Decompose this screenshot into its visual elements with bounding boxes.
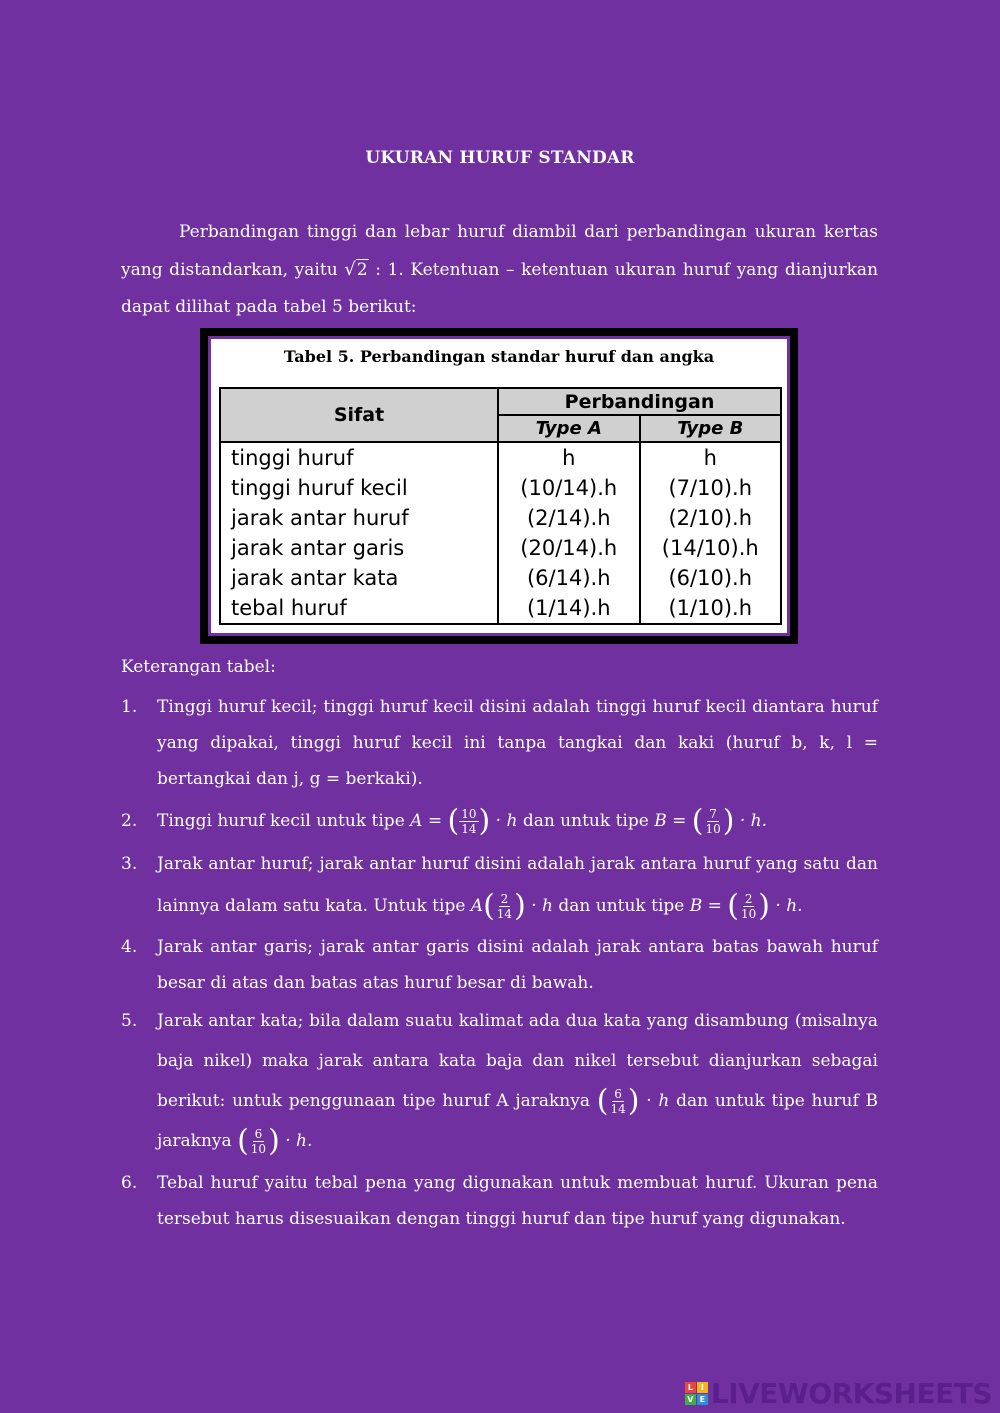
list-item [121,843,878,927]
list-item [121,1001,878,1161]
notes-list [121,689,878,1237]
fraction [608,1087,627,1116]
fraction [459,807,478,836]
right-paren: ) [514,888,526,924]
list-text: dan untuk tipe [558,896,685,916]
table-cell-sifat: tinggi huruf [231,446,354,470]
list-number: 5. [121,1011,138,1031]
liveworksheets-logo-icon [685,1382,708,1405]
list-number: 2. [121,811,138,831]
numerator: 2 [500,892,509,906]
list-item [121,929,878,1001]
left-paren: ( [483,888,495,924]
list-text: dan untuk tipe huruf B jaraknya [157,1091,879,1151]
math-lhs: A [470,896,484,916]
header-type-b: Type B [640,415,782,442]
right-paren: ) [627,1083,640,1119]
watermark-text: LIVEWORKSHEETS [710,1376,992,1410]
math-end: · h. [285,1131,313,1151]
column-type-b [640,442,782,624]
left-paren: ( [447,803,460,839]
table-cell-type-b: (1/10).h [668,596,753,620]
radical-sign: √ [344,259,356,280]
table-cell-type-b: (6/10).h [668,566,753,590]
math-mul: · h [646,1091,670,1111]
denominator: 14 [610,1102,626,1116]
logo-letter: I [697,1382,708,1393]
intro-text-2: : 1. Ketentuan – ketentuan ukuran huruf yang dianjurkan dapat dilihat pada tabel 5 berikut: [121,260,879,317]
fraction [703,807,722,836]
numerator: 10 [461,807,477,821]
table-cell-sifat: tinggi huruf kecil [231,476,408,500]
table-cell-type-b: (7/10).h [668,476,753,500]
denominator: 10 [705,822,721,836]
denominator: 14 [496,907,513,921]
fraction [739,892,758,921]
table-cell-type-a: (10/14).h [520,476,618,500]
table-cell-sifat: jarak antar huruf [231,506,409,530]
math-end: · h. [775,896,803,916]
table-cell-type-a: h [562,446,576,470]
table-cell-type-b: h [703,446,717,470]
right-paren: ) [722,803,735,839]
list-number: 4. [121,937,138,957]
right-paren: ) [478,803,491,839]
math-mul: · h [531,896,553,916]
left-paren: ( [596,1083,609,1119]
list-item [121,689,878,797]
table-cell-type-a: (6/14).h [526,566,611,590]
table-cell-type-a: (20/14).h [520,536,618,560]
list-number: 3. [121,854,138,874]
right-paren: ) [758,888,771,924]
table-caption: Tabel 5. Perbandingan standar huruf dan angka [283,347,715,366]
logo-letter: E [697,1394,708,1405]
math-lhs: B = [689,896,722,916]
numerator: 6 [614,1087,622,1101]
table-cell-sifat: jarak antar garis [231,536,405,560]
intro-text-1: Perbandingan tinggi dan lebar huruf diambil dari perbandingan ukuran kertas yang distandarkan, yaitu [121,222,878,280]
logo-letter: V [685,1394,696,1405]
list-number: 6. [121,1173,138,1193]
table-cell-type-a: (1/14).h [526,596,611,620]
column-type-a [498,442,640,624]
radicand: 2 [356,260,368,280]
list-text: Tebal huruf yaitu tebal pena yang digunakan untuk membuat huruf. Ukuran pena tersebut harus disesuaikan dengan tinggi huruf dan tipe huruf yang digunakan. [157,1173,878,1229]
sqrt-expression [344,260,368,280]
list-text: Jarak antar huruf; jarak antar huruf disini adalah jarak antara huruf yang satu dan lainnya dalam satu kata. Untuk tipe [157,854,878,916]
math-mul: · h [495,811,518,831]
math-lhs: A = [410,811,443,831]
liveworksheets-watermark [685,1376,992,1410]
denominator: 14 [461,822,477,836]
logo-letter: L [685,1382,696,1393]
numerator: 2 [744,892,753,906]
keterangan-label: Keterangan tabel: [121,657,276,677]
right-paren: ) [268,1123,280,1159]
table-image-frame [200,328,798,644]
column-sifat [220,442,498,624]
table-cell-sifat: jarak antar kata [231,566,399,590]
list-text: dan untuk tipe [522,811,649,831]
header-sifat: Sifat [220,388,498,442]
list-text: Jarak antar garis; jarak antar garis disini adalah jarak antara batas bawah huruf besar di atas dan batas atas huruf besar di bawah. [157,937,878,993]
list-item [121,1165,878,1237]
denominator: 10 [250,1142,267,1156]
header-perbandingan: Perbandingan [498,388,781,415]
ratio-table [219,387,782,625]
numerator: 6 [254,1127,263,1141]
table-cell-type-a: (2/14).h [526,506,611,530]
math-lhs: B = [654,811,687,831]
left-paren: ( [727,888,740,924]
table-panel [208,336,790,636]
left-paren: ( [691,803,704,839]
list-number: 1. [121,697,138,717]
table-cell-type-b: (14/10).h [661,536,759,560]
fraction [249,1127,268,1156]
table-cell-type-b: (2/10).h [668,506,753,530]
numerator: 7 [709,807,717,821]
left-paren: ( [237,1123,249,1159]
header-type-a: Type A [498,415,640,442]
math-end: · h. [739,811,768,831]
fraction [495,892,514,921]
table-cell-sifat: tebal huruf [231,596,347,620]
list-text: Tinggi huruf kecil untuk tipe [157,811,405,831]
list-item [121,799,878,843]
list-text: Jarak antar kata; bila dalam suatu kalimat ada dua kata yang disambung (misalnya baja nikel) maka jarak antara kata baja dan nikel tersebut dianjurkan sebagai berikut: untuk penggunaan tipe huruf A jaraknya [157,1011,878,1111]
intro-paragraph [121,214,878,326]
list-text: Tinggi huruf kecil; tinggi huruf kecil disini adalah tinggi huruf kecil diantara huruf yang dipakai, tinggi huruf kecil ini tanpa tangkai dan kaki (huruf b, k, l = bertangkai dan j, g = berkaki). [157,697,878,789]
denominator: 10 [741,907,757,921]
page-title: UKURAN HURUF STANDAR [365,148,635,168]
